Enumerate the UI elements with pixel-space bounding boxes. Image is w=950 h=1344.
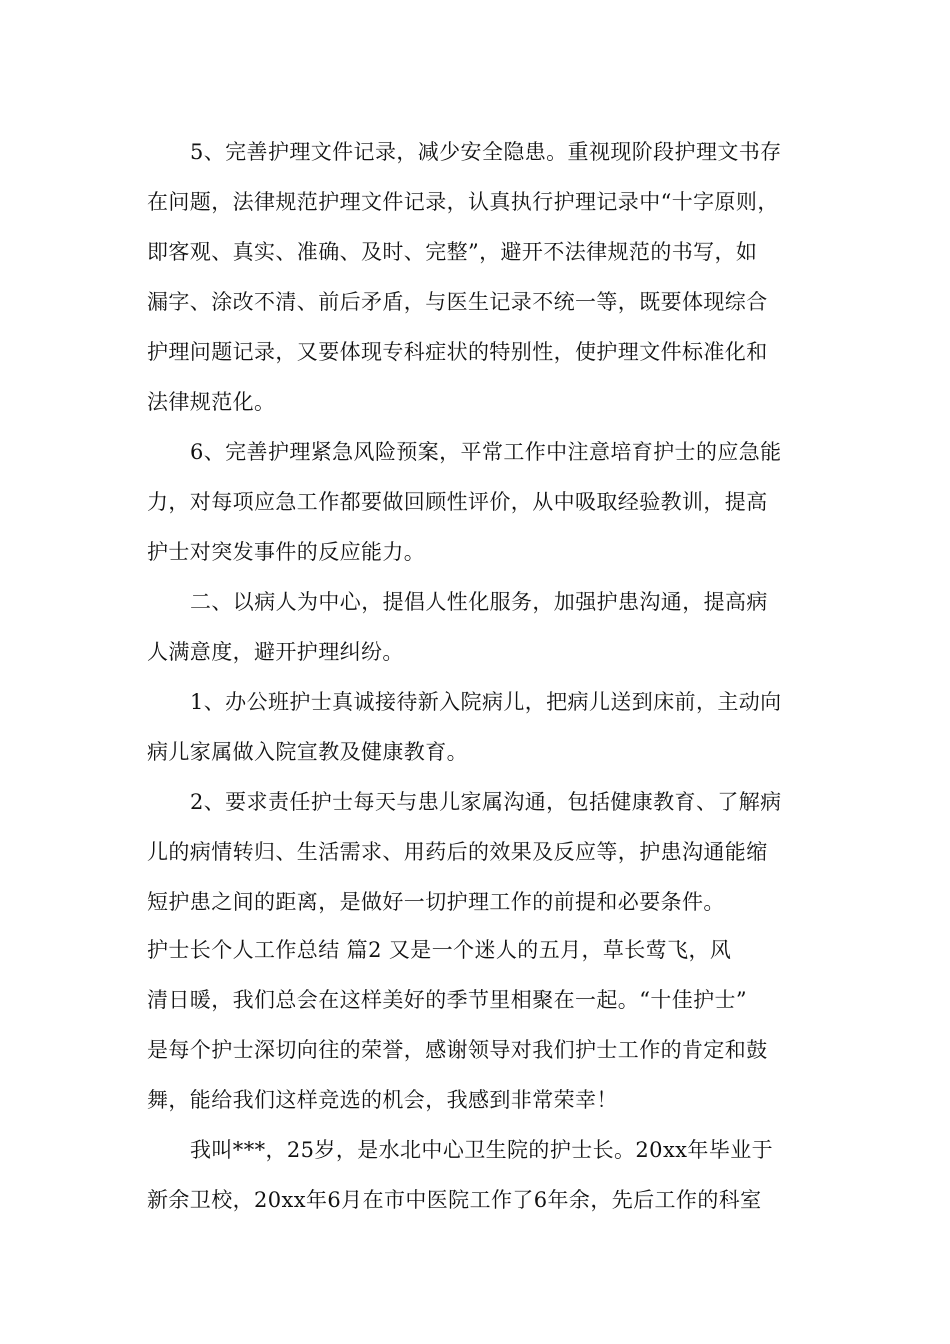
section-heading-line: 护士长个人工作总结 篇2 又是一个迷人的五月，草长莺飞，风 [147, 938, 732, 962]
text-line: 6、完善护理紧急风险预案，平常工作中注意培育护士的应急能 [190, 440, 782, 464]
text-line: 漏字、涂改不清、前后矛盾，与医生记录不统一等，既要体现综合 [147, 290, 768, 314]
text-line: 舞，能给我们这样竞选的机会，我感到非常荣幸！ [147, 1088, 618, 1112]
text-line: 2、要求责任护士每天与患儿家属沟通，包括健康教育、了解病 [190, 790, 782, 814]
text-line: 在问题，法律规范护理文件记录，认真执行护理记录中“十字原则， [147, 190, 779, 214]
text-line: 病儿家属做入院宣教及健康教育。 [147, 740, 468, 764]
text-line: 短护患之间的距离，是做好一切护理工作的前提和必要条件。 [147, 890, 725, 914]
text-line: 即客观、真实、准确、及时、完整”，避开不法律规范的书写，如 [147, 240, 758, 264]
text-line: 儿的病情转归、生活需求、用药后的效果及反应等，护患沟通能缩 [147, 840, 768, 864]
text-line: 人满意度，避开护理纠纷。 [147, 640, 404, 664]
text-line: 法律规范化。 [147, 390, 276, 414]
text-line: 护士对突发事件的反应能力。 [147, 540, 426, 564]
text-line: 是每个护士深切向往的荣誉，感谢领导对我们护士工作的肯定和鼓 [147, 1038, 768, 1062]
text-line: 清日暖，我们总会在这样美好的季节里相聚在一起。“十佳护士” [147, 988, 748, 1012]
text-line: 力，对每项应急工作都要做回顾性评价，从中吸取经验教训，提高 [147, 490, 768, 514]
text-line: 二、以病人为中心，提倡人性化服务，加强护患沟通，提高病 [190, 590, 768, 614]
text-line: 新余卫校，20xx年6月在市中医院工作了6年余，先后工作的科室 [147, 1188, 762, 1212]
text-line: 1、办公班护士真诚接待新入院病儿，把病儿送到床前，主动向 [190, 690, 782, 714]
text-line: 护理问题记录，又要体现专科症状的特别性，使护理文件标准化和 [147, 340, 768, 364]
text-line: 我叫***，25岁，是水北中心卫生院的护士长。20xx年毕业于 [190, 1138, 774, 1162]
text-line: 5、完善护理文件记录，减少安全隐患。重视现阶段护理文书存 [190, 140, 782, 164]
